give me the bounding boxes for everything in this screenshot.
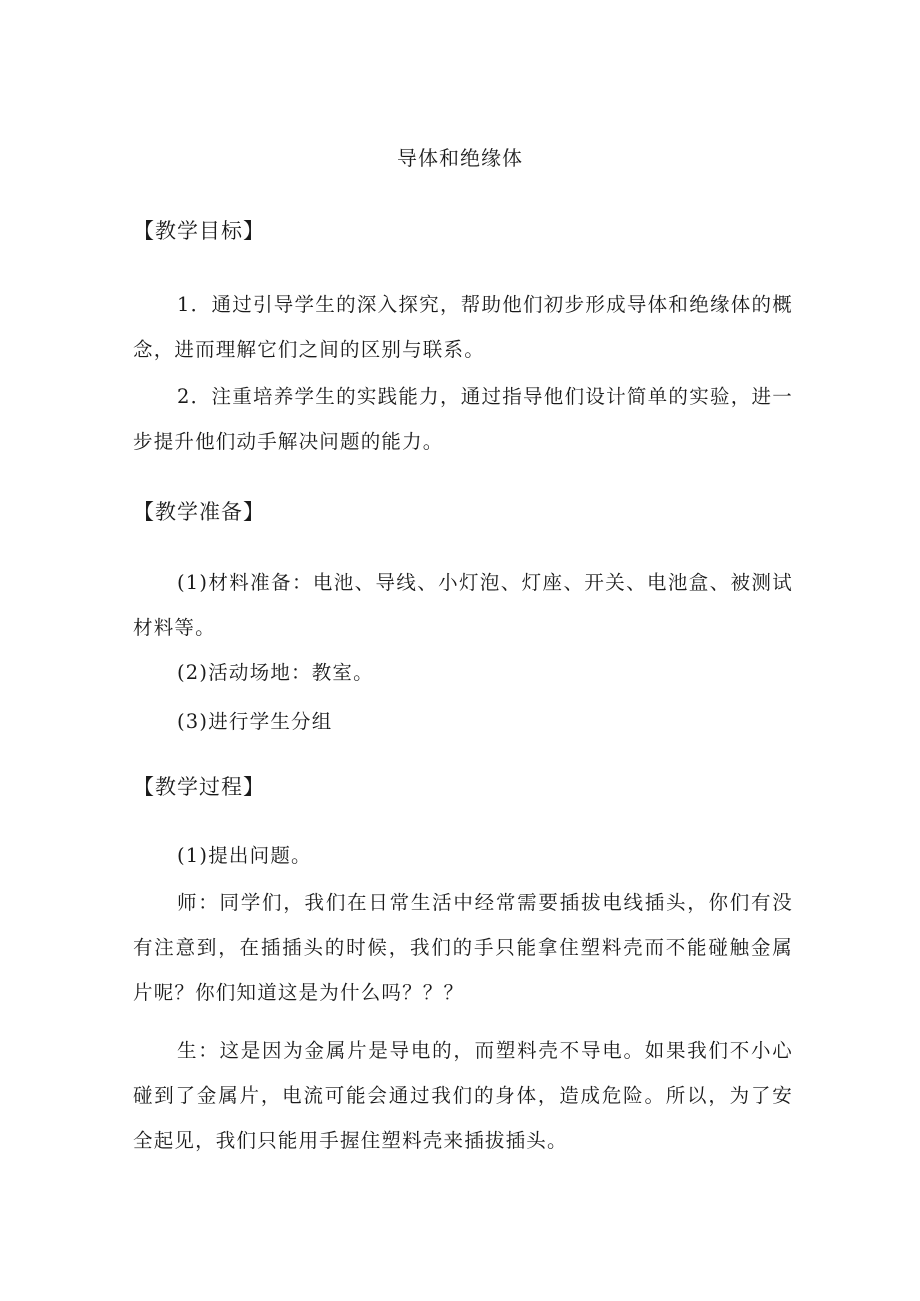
preparation-paragraph-3: (3)进行学生分组	[177, 710, 333, 733]
process-paragraph-1: (1)提出问题。	[177, 844, 312, 867]
section-heading-objectives: 【教学目标】	[133, 219, 265, 243]
section-heading-preparation: 【教学准备】	[133, 500, 265, 524]
preparation-paragraph-1: (1)材料准备：电池、导线、小灯泡、灯座、开关、电池盒、被测试材料等。	[133, 571, 793, 639]
objective-paragraph-2: 2．注重培养学生的实践能力，通过指导他们设计简单的实验，进一步提升他们动手解决问题的能力。	[133, 385, 793, 453]
section-heading-process: 【教学过程】	[133, 775, 265, 799]
objective-paragraph-1: 1．通过引导学生的深入探究，帮助他们初步形成导体和绝缘体的概念，进而理解它们之间的区别与联系。	[133, 293, 793, 361]
process-paragraph-2: 师：同学们，我们在日常生活中经常需要插拔电线插头，你们有没有注意到，在插插头的时候，我们的手只能拿住塑料壳而不能碰触金属片呢？你们知道这是为什么吗？？？	[133, 891, 793, 1004]
document-title: 导体和绝缘体	[397, 146, 523, 170]
process-paragraph-3: 生：这是因为金属片是导电的，而塑料壳不导电。如果我们不小心碰到了金属片，电流可能会通过我们的身体，造成危险。所以，为了安全起见，我们只能用手握住塑料壳来插拔插头。	[133, 1039, 793, 1152]
preparation-paragraph-2: (2)活动场地：教室。	[177, 661, 374, 684]
